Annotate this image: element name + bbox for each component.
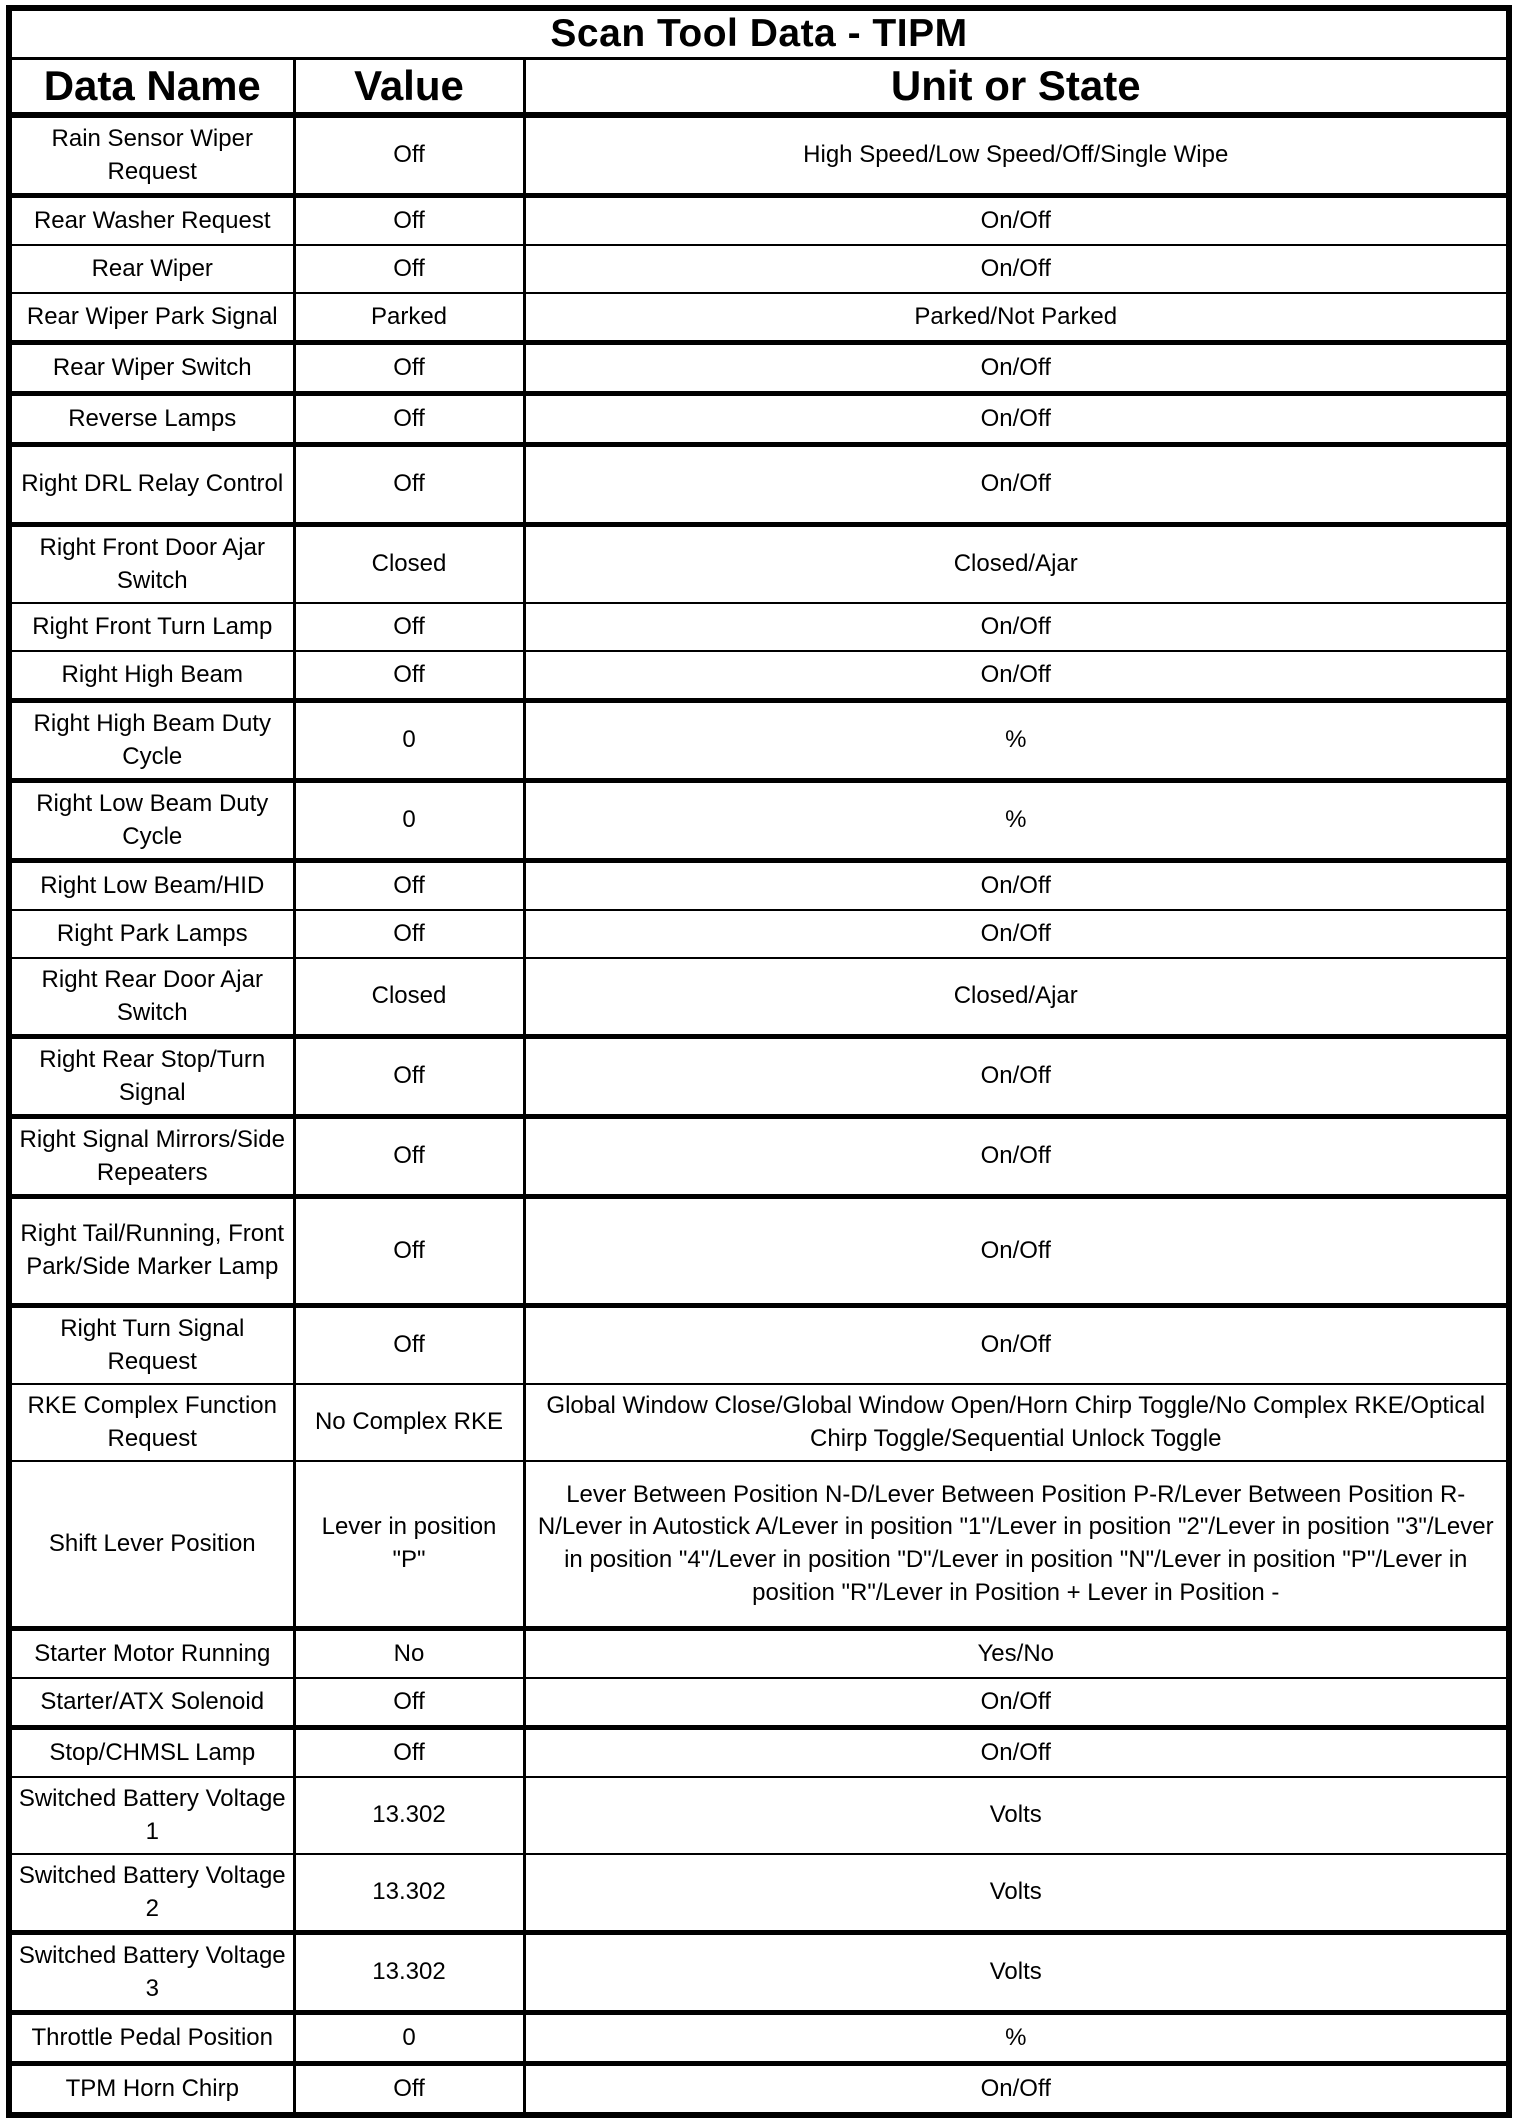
table-row [9, 1384, 1509, 1461]
cell-unit-state: On/Off [524, 910, 1509, 958]
cell-unit-state: On/Off [524, 343, 1509, 394]
table-row [9, 445, 1509, 525]
cell-value: Off [294, 1728, 524, 1778]
cell-data-name: Right Front Turn Lamp [9, 603, 294, 651]
cell-value: Off [294, 2064, 524, 2116]
cell-data-name: Starter/ATX Solenoid [9, 1678, 294, 1728]
cell-data-name: Starter Motor Running [9, 1629, 294, 1679]
table-row [9, 1933, 1509, 2013]
cell-data-name: Right Rear Stop/Turn Signal [9, 1037, 294, 1117]
table-row [9, 1629, 1509, 1679]
table-row [9, 1777, 1509, 1854]
cell-unit-state: On/Off [524, 603, 1509, 651]
cell-data-name: Reverse Lamps [9, 394, 294, 445]
cell-value: 13.302 [294, 1933, 524, 2013]
table-header-row [9, 59, 1509, 116]
cell-unit-state: On/Off [524, 1037, 1509, 1117]
column-header-unit-or-state: Unit or State [524, 59, 1509, 116]
cell-value: Off [294, 115, 524, 196]
cell-data-name: Right Park Lamps [9, 910, 294, 958]
table-row [9, 1854, 1509, 1933]
table-row [9, 196, 1509, 246]
cell-unit-state: On/Off [524, 445, 1509, 525]
cell-unit-state: Volts [524, 1933, 1509, 2013]
table-row [9, 1037, 1509, 1117]
cell-value: 13.302 [294, 1854, 524, 1933]
cell-value: Off [294, 861, 524, 911]
cell-data-name: Rear Wiper Park Signal [9, 293, 294, 343]
table-row [9, 651, 1509, 701]
cell-unit-state: On/Off [524, 245, 1509, 293]
cell-value: Off [294, 245, 524, 293]
table-row [9, 1306, 1509, 1385]
table-row [9, 394, 1509, 445]
cell-unit-state: On/Off [524, 1678, 1509, 1728]
column-header-data-name: Data Name [9, 59, 294, 116]
cell-value: Off [294, 1197, 524, 1306]
table-row [9, 293, 1509, 343]
cell-value: Off [294, 445, 524, 525]
cell-data-name: Rear Wiper [9, 245, 294, 293]
cell-value: 0 [294, 781, 524, 861]
table-row [9, 603, 1509, 651]
table-row [9, 1678, 1509, 1728]
cell-data-name: Rain Sensor Wiper Request [9, 115, 294, 196]
cell-value: 0 [294, 701, 524, 781]
cell-data-name: Right High Beam Duty Cycle [9, 701, 294, 781]
cell-unit-state: % [524, 701, 1509, 781]
cell-value: Off [294, 603, 524, 651]
cell-data-name: Right Turn Signal Request [9, 1306, 294, 1385]
cell-value: Off [294, 394, 524, 445]
cell-value: 13.302 [294, 1777, 524, 1854]
cell-value: Off [294, 196, 524, 246]
cell-data-name: Switched Battery Voltage 3 [9, 1933, 294, 2013]
table-row [9, 861, 1509, 911]
column-header-value: Value [294, 59, 524, 116]
table-title: Scan Tool Data - TIPM [9, 8, 1509, 59]
cell-data-name: Right DRL Relay Control [9, 445, 294, 525]
cell-unit-state: % [524, 781, 1509, 861]
cell-value: Off [294, 651, 524, 701]
cell-value: Closed [294, 525, 524, 604]
cell-data-name: Right Low Beam Duty Cycle [9, 781, 294, 861]
cell-unit-state: On/Off [524, 394, 1509, 445]
cell-value: Off [294, 1306, 524, 1385]
cell-value: Closed [294, 958, 524, 1037]
cell-unit-state: Global Window Close/Global Window Open/Horn Chirp Toggle/No Complex RKE/Optical Chirp Toggle/Sequential Unlock Toggle [524, 1384, 1509, 1461]
cell-unit-state: % [524, 2013, 1509, 2064]
cell-value: Parked [294, 293, 524, 343]
cell-unit-state: On/Off [524, 1306, 1509, 1385]
cell-data-name: Stop/CHMSL Lamp [9, 1728, 294, 1778]
table-title-row [9, 8, 1509, 59]
table-row [9, 1197, 1509, 1306]
cell-data-name: Switched Battery Voltage 1 [9, 1777, 294, 1854]
cell-unit-state: On/Off [524, 1197, 1509, 1306]
table-row [9, 958, 1509, 1037]
cell-unit-state: Closed/Ajar [524, 958, 1509, 1037]
cell-data-name: Switched Battery Voltage 2 [9, 1854, 294, 1933]
cell-unit-state: High Speed/Low Speed/Off/Single Wipe [524, 115, 1509, 196]
table-row [9, 781, 1509, 861]
cell-data-name: Shift Lever Position [9, 1461, 294, 1629]
cell-value: 0 [294, 2013, 524, 2064]
cell-unit-state: Yes/No [524, 1629, 1509, 1679]
cell-data-name: TPM Horn Chirp [9, 2064, 294, 2116]
cell-unit-state: On/Off [524, 1117, 1509, 1197]
cell-unit-state: Closed/Ajar [524, 525, 1509, 604]
cell-unit-state: On/Off [524, 1728, 1509, 1778]
cell-unit-state: Lever Between Position N-D/Lever Between Position P-R/Lever Between Position R-N/Lever in Autostick A/Lever in position "1"/Lever in position "2"/Lever in position "3"/Lever in position "4"/Lever in position "D"/Lever in position "N"/Lever in position "P"/Lever in position "R"/Lever in Position + Lever in Position - [524, 1461, 1509, 1629]
cell-data-name: Right Low Beam/HID [9, 861, 294, 911]
cell-unit-state: On/Off [524, 861, 1509, 911]
cell-value: Lever in position "P" [294, 1461, 524, 1629]
table-row [9, 2064, 1509, 2116]
cell-data-name: Right Signal Mirrors/Side Repeaters [9, 1117, 294, 1197]
cell-value: Off [294, 910, 524, 958]
cell-value: Off [294, 1678, 524, 1728]
table-row [9, 1461, 1509, 1629]
table-row [9, 525, 1509, 604]
cell-data-name: Right High Beam [9, 651, 294, 701]
cell-unit-state: Volts [524, 1854, 1509, 1933]
cell-value: Off [294, 343, 524, 394]
cell-unit-state: Volts [524, 1777, 1509, 1854]
cell-data-name: Rear Washer Request [9, 196, 294, 246]
cell-unit-state: On/Off [524, 651, 1509, 701]
cell-unit-state: On/Off [524, 196, 1509, 246]
cell-value: No Complex RKE [294, 1384, 524, 1461]
table-row [9, 115, 1509, 196]
table-row [9, 1117, 1509, 1197]
cell-value: Off [294, 1037, 524, 1117]
table-row [9, 701, 1509, 781]
cell-data-name: Rear Wiper Switch [9, 343, 294, 394]
cell-value: No [294, 1629, 524, 1679]
cell-data-name: Right Tail/Running, Front Park/Side Marker Lamp [9, 1197, 294, 1306]
cell-value: Off [294, 1117, 524, 1197]
table-row [9, 910, 1509, 958]
cell-data-name: Right Front Door Ajar Switch [9, 525, 294, 604]
table-row [9, 1728, 1509, 1778]
cell-data-name: Throttle Pedal Position [9, 2013, 294, 2064]
scan-tool-data-table [6, 5, 1512, 2118]
cell-unit-state: Parked/Not Parked [524, 293, 1509, 343]
table-row [9, 245, 1509, 293]
table-row [9, 343, 1509, 394]
table-row [9, 2013, 1509, 2064]
cell-data-name: Right Rear Door Ajar Switch [9, 958, 294, 1037]
cell-unit-state: On/Off [524, 2064, 1509, 2116]
cell-data-name: RKE Complex Function Request [9, 1384, 294, 1461]
